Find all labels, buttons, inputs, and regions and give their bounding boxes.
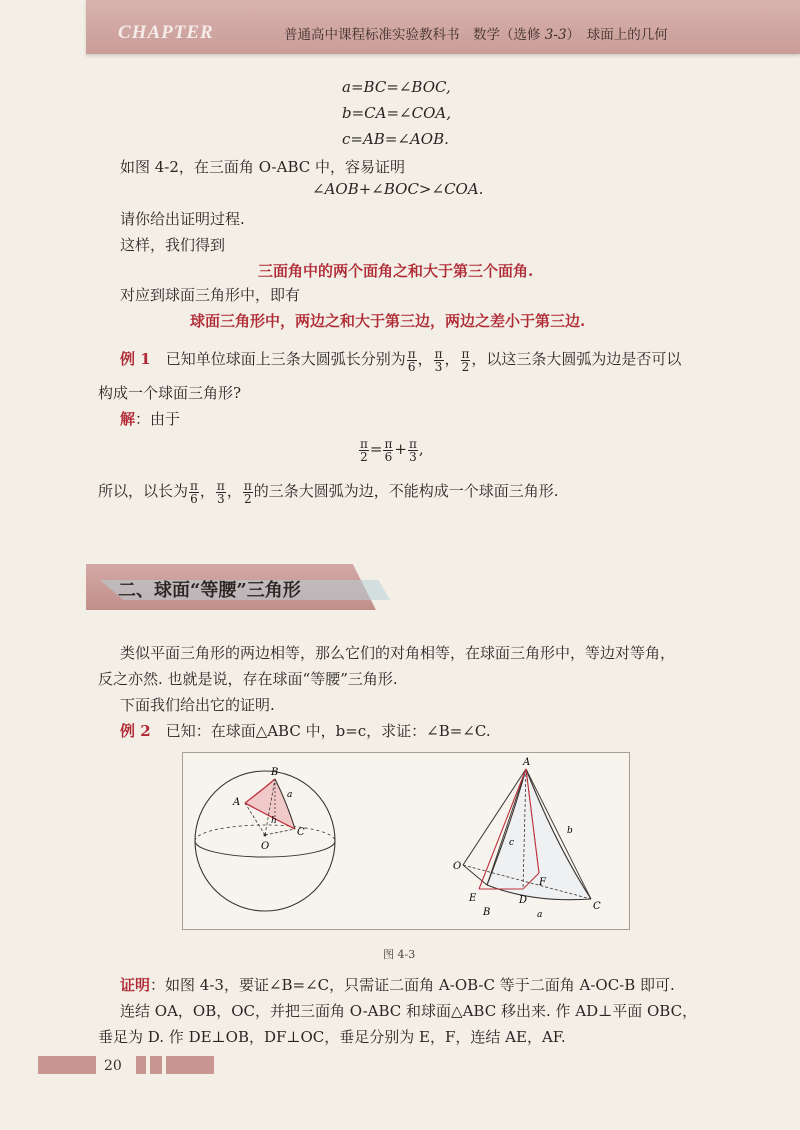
footer-bar-mid-1 <box>136 1056 146 1074</box>
solution-intro: 解：由于 <box>120 410 181 428</box>
footer-bar-left <box>38 1056 96 1074</box>
solution-conclusion: 所以，以长为 $\frac{\pi}{6}$ ， $\frac{\pi}{3}$ ， $\frac{\pi}{2}$ 的三条大圆弧为边，不能构成一个球面三角形. <box>98 478 559 506</box>
page-number: 20 <box>104 1058 122 1074</box>
section-title: 二、球面“等腰”三角形 <box>118 580 301 601</box>
paragraph-corresponding: 对应到球面三角形中，即有 <box>120 286 301 304</box>
equation-a: a=BC=∠BOC, <box>342 78 451 96</box>
proof-line-1: 证明：如图 4-3，要证∠B=∠C，只需证二面角 A-OB-C 等于二面角 A-OC-B 即可. <box>120 976 675 994</box>
book-title: 普通高中课程标准实验教科书 数学（选修 3-3） 球面上的几何 <box>284 27 668 43</box>
pyramid-label-a: a <box>537 910 543 920</box>
sphere-label-A: A <box>233 797 241 808</box>
pyramid-label-B: B <box>483 907 491 918</box>
figure-4-3 <box>182 752 630 930</box>
paragraph-figure-ref: 如图 4-2，在三面角 O-ABC 中，容易证明 <box>120 158 405 176</box>
highlight-statement-2: 球面三角形中，两边之和大于第三边，两边之差小于第三边. <box>190 312 586 330</box>
equation-c: c=AB=∠AOB. <box>342 130 449 148</box>
example-2-label: 例 2 <box>120 722 151 740</box>
proof-line-2: 连结 OA，OB，OC，并把三面角 O-ABC 和球面△ABC 移出来. 作 AD⊥平面 OBC， <box>120 1002 698 1020</box>
equation-b: b=CA=∠COA, <box>342 104 451 122</box>
pyramid-label-E: E <box>469 893 477 904</box>
highlight-statement-1: 三面角中的两个面角之和大于第三个面角. <box>258 262 534 280</box>
pyramid-label-O: O <box>453 861 462 872</box>
solution-label: 解 <box>120 410 136 428</box>
paragraph-proof-request: 请你给出证明过程. <box>120 210 245 228</box>
footer-bar-mid-2 <box>150 1056 162 1074</box>
pyramid-label-C: C <box>593 901 601 912</box>
paragraph-isosceles-2: 反之亦然. 也就是说，存在球面“等腰”三角形. <box>98 670 398 688</box>
pyramid-label-F: F <box>539 877 546 888</box>
sphere-label-a: a <box>287 790 293 800</box>
pyramid-diagram <box>453 757 601 920</box>
solution-equation: $\frac{\pi}{2}$ = $\frac{\pi}{6}$ + $\frac{\pi}{3}$ , <box>360 436 424 464</box>
paragraph-isosceles-1: 类似平面三角形的两边相等，那么它们的对角相等，在球面三角形中，等边对等角， <box>120 644 676 662</box>
proof-label: 证明 <box>120 976 151 994</box>
sphere-label-B: B <box>271 767 279 778</box>
proof-line-3: 垂足为 D. 作 DE⊥OB，DF⊥OC，垂足分别为 E，F，连结 AE，AF. <box>98 1028 566 1046</box>
pyramid-label-A: A <box>523 757 531 768</box>
figure-caption: 图 4-3 <box>383 948 416 961</box>
example-1-label: 例 1 <box>120 350 151 368</box>
footer-bar-right <box>166 1056 214 1074</box>
sphere-label-h: h <box>271 816 277 826</box>
sphere-label-O: O <box>261 841 270 852</box>
inequality: ∠AOB+∠BOC>∠COA. <box>312 180 484 198</box>
example-1-continued: 构成一个球面三角形? <box>98 384 242 402</box>
sphere-label-C: C <box>297 827 305 838</box>
paragraph-proof-intro: 下面我们给出它的证明. <box>120 696 275 714</box>
chapter-label: CHAPTER <box>118 22 214 43</box>
page-header <box>86 0 800 54</box>
figure-4-3-drawing <box>183 753 629 929</box>
example-1: 例 1 已知单位球面上三条大圆弧长分别为 $\frac{\pi}{6}$ ， $\frac{\pi}{3}$ ， $\frac{\pi}{2}$ ，以这三条大圆弧为边是否可以 <box>120 346 682 374</box>
sphere-diagram <box>195 767 335 911</box>
example-2: 例 2 已知：在球面△ABC 中，b=c，求证：∠B=∠C. <box>120 722 491 740</box>
pyramid-label-b: b <box>567 826 573 836</box>
paragraph-thus: 这样，我们得到 <box>120 236 226 254</box>
pyramid-label-D: D <box>519 895 528 906</box>
pyramid-label-c: c <box>509 838 515 848</box>
